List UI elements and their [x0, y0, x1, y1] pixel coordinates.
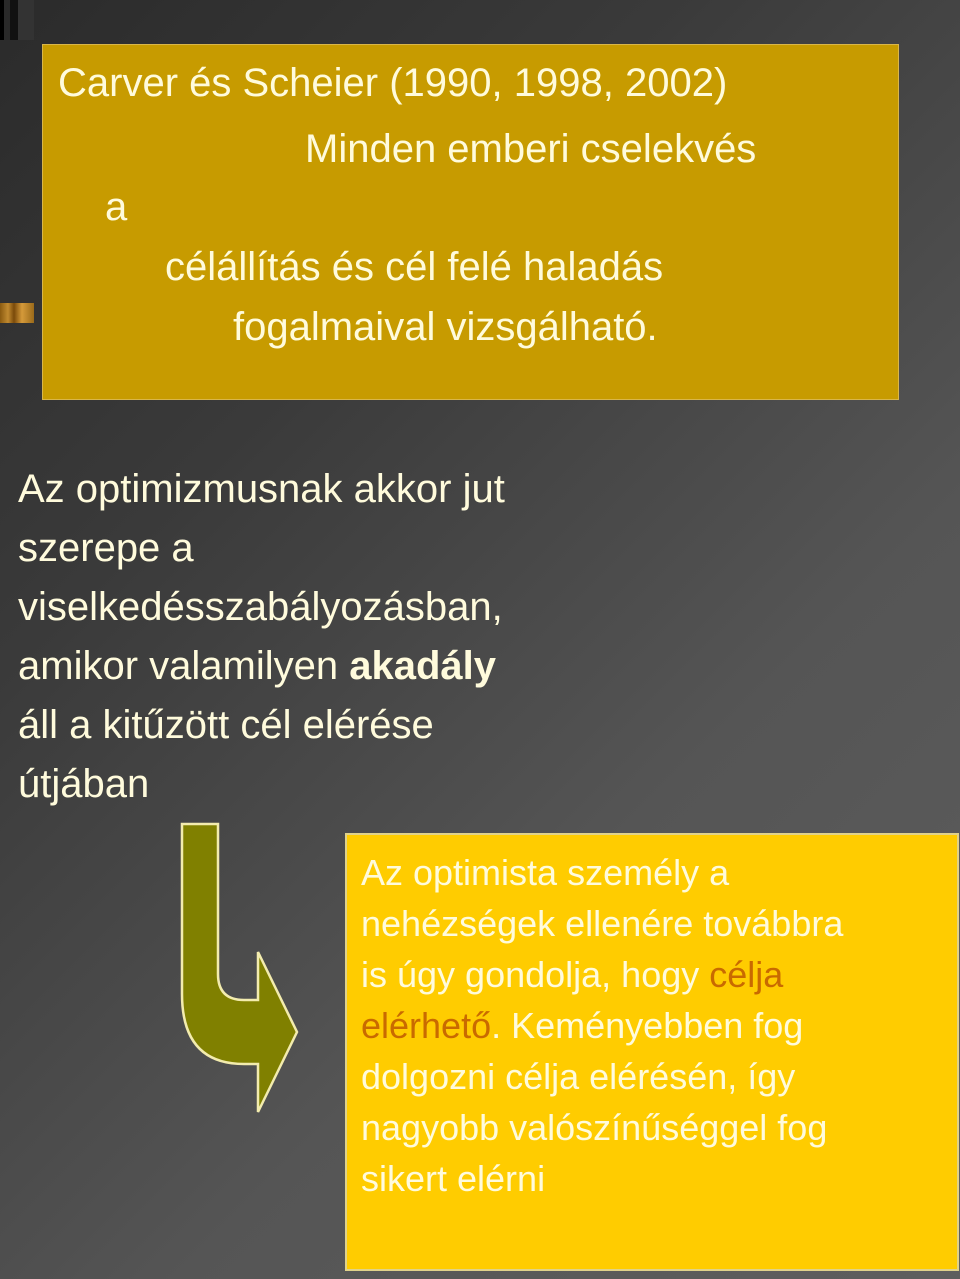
title-line-3: a [105, 185, 128, 229]
title-line-5: fogalmaival vizsgálható. [233, 305, 658, 349]
result-line-4 [361, 1000, 957, 1051]
title-line-2: Minden emberi cselekvés [305, 127, 757, 171]
result-line-4-text: . Keményebben fog [491, 1005, 804, 1046]
decorative-strip-accent [0, 303, 34, 323]
result-line-3-text: is úgy gondolja, hogy [361, 954, 710, 995]
decorative-strip-top [0, 0, 34, 40]
result-line-7: sikert elérni [361, 1158, 546, 1199]
result-line-3 [361, 949, 957, 1000]
optimism-line-6: útjában [18, 762, 150, 806]
optimism-line-1: Az optimizmusnak akkor jut [18, 467, 505, 511]
optimism-line-5: áll a kitűzött cél elérése [18, 703, 434, 747]
optimism-line-2: szerepe a [18, 526, 194, 570]
goal-highlight: célja [709, 954, 784, 995]
title-line-1: Carver és Scheier (1990, 1998, 2002) [58, 61, 728, 105]
result-line-2: nehézségek ellenére továbbra [361, 903, 844, 944]
optimism-role-text [18, 460, 718, 814]
optimism-line-4-text: amikor valamilyen [18, 644, 350, 688]
title-box [42, 44, 899, 400]
result-line-6: nagyobb valószínűséggel fog [361, 1107, 828, 1148]
result-line-1: Az optimista személy a [361, 852, 730, 893]
result-box [345, 833, 959, 1271]
result-line-5: dolgozni célja elérésén, így [361, 1056, 796, 1097]
optimism-line-4 [18, 637, 718, 696]
title-line-4: célállítás és cél felé haladás [165, 245, 664, 289]
curved-arrow-icon [180, 822, 300, 1122]
obstacle-keyword: akadály [349, 644, 496, 688]
optimism-line-3: viselkedésszabályozásban, [18, 585, 503, 629]
achievable-highlight: elérhető [361, 1005, 492, 1046]
